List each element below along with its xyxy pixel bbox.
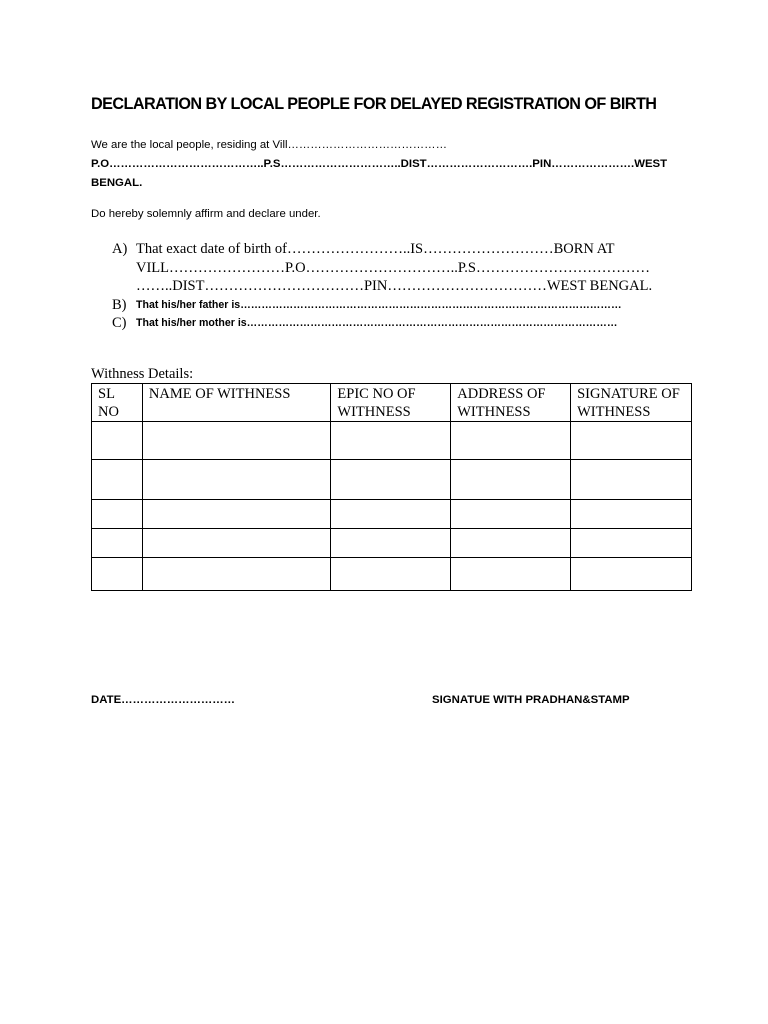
table-cell[interactable] <box>92 422 143 460</box>
table-row <box>92 500 692 529</box>
table-cell[interactable] <box>451 529 571 558</box>
table-cell[interactable] <box>331 558 451 591</box>
table-cell[interactable] <box>92 529 143 558</box>
table-cell[interactable] <box>92 460 143 500</box>
table-row <box>92 422 692 460</box>
table-row <box>92 529 692 558</box>
table-cell[interactable] <box>571 422 692 460</box>
header-name: NAME OF WITHNESS <box>142 384 331 422</box>
header-epic-no: EPIC NO OF WITHNESS <box>331 384 451 422</box>
table-row <box>92 558 692 591</box>
table-cell[interactable] <box>571 529 692 558</box>
signature-label: SIGNATUE WITH PRADHAN&STAMP <box>432 694 630 706</box>
item-a-line-2: VILL……………………P.O…………………………..P.S……………………………… <box>136 259 650 276</box>
item-marker: C) <box>112 315 127 331</box>
header-sl-no: SL NO <box>92 384 143 422</box>
table-cell[interactable] <box>142 460 331 500</box>
intro-line-address: P.O…………………………………..P.S…………………………..DIST……………………….PIN………………….WEST <box>91 158 668 170</box>
table-cell[interactable] <box>451 500 571 529</box>
table-row <box>92 460 692 500</box>
header-address: ADDRESS OF WITHNESS <box>451 384 571 422</box>
declaration-item-a <box>112 240 692 296</box>
intro-line-state: BENGAL. <box>91 177 143 189</box>
declaration-list <box>112 240 692 333</box>
table-cell[interactable] <box>92 500 143 529</box>
table-cell[interactable] <box>142 422 331 460</box>
header-signature: SIGNATURE OF WITHNESS <box>571 384 692 422</box>
table-cell[interactable] <box>331 529 451 558</box>
date-field: DATE………………………… <box>91 694 236 706</box>
item-a-body <box>136 240 652 296</box>
intro-paragraph <box>91 136 671 193</box>
table-cell[interactable] <box>451 460 571 500</box>
item-a-line-1: That exact date of birth of……………………..IS………………………BORN AT <box>136 241 615 257</box>
item-a-line-3: ……..DIST……………………………PIN……………………………WEST BENGAL. <box>136 278 653 294</box>
item-marker: B) <box>112 296 127 313</box>
table-cell[interactable] <box>142 558 331 591</box>
item-marker: A) <box>112 241 128 257</box>
table-cell[interactable] <box>571 558 692 591</box>
table-cell[interactable] <box>142 529 331 558</box>
intro-line-residence: We are the local people, residing at Vill…………………………………… <box>91 139 447 151</box>
declaration-item-c <box>112 314 692 333</box>
affirmation-text: Do hereby solemnly affirm and declare under. <box>91 208 321 220</box>
table-cell[interactable] <box>331 422 451 460</box>
witness-details-label: Withness Details: <box>91 366 194 382</box>
document-title: DECLARATION BY LOCAL PEOPLE FOR DELAYED REGISTRATION OF BIRTH <box>91 95 657 113</box>
table-cell[interactable] <box>571 460 692 500</box>
declaration-item-b <box>112 296 692 315</box>
table-cell[interactable] <box>451 422 571 460</box>
table-cell[interactable] <box>92 558 143 591</box>
table-cell[interactable] <box>451 558 571 591</box>
witness-table <box>91 383 692 591</box>
item-b-text: That his/her father is……………………………………………………………………………………………… <box>136 298 622 311</box>
table-cell[interactable] <box>142 500 331 529</box>
table-cell[interactable] <box>331 460 451 500</box>
item-c-text: That his/her mother is…………………………………………………………………………………………… <box>136 317 618 329</box>
table-cell[interactable] <box>331 500 451 529</box>
table-cell[interactable] <box>571 500 692 529</box>
witness-table-header-row <box>92 384 692 422</box>
